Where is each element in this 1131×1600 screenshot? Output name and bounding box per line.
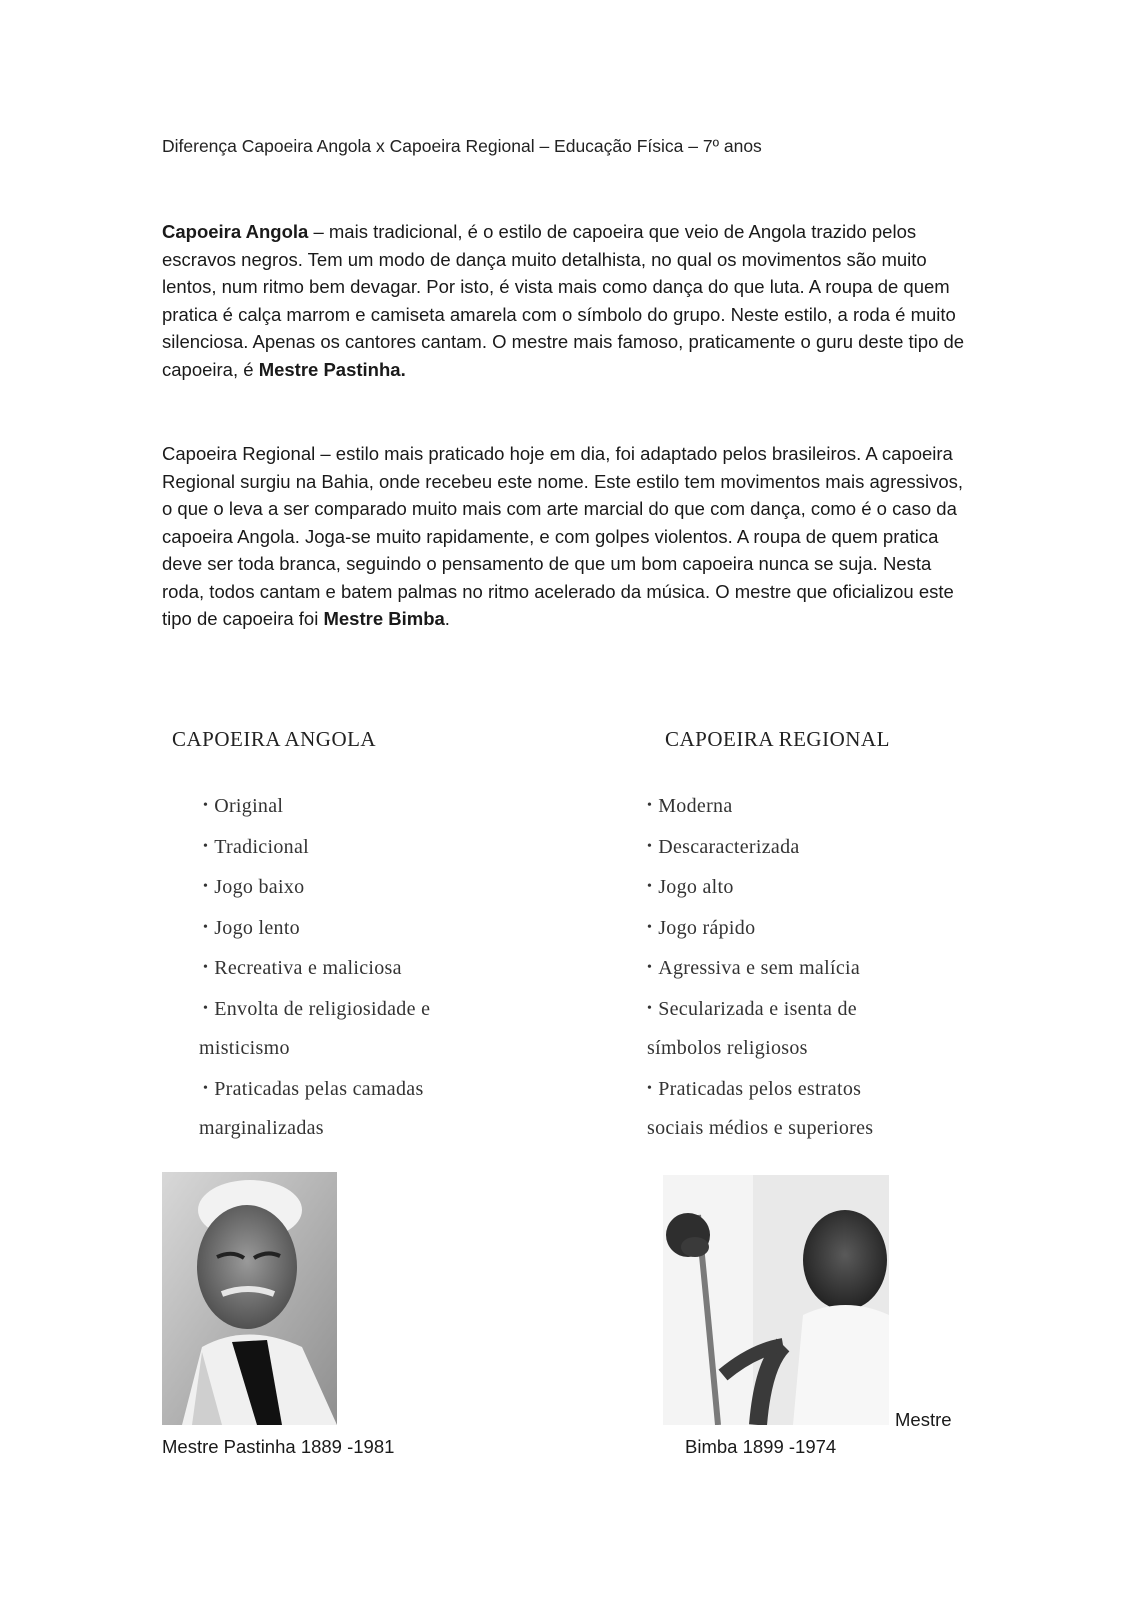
list-item-text: Jogo lento	[214, 916, 300, 939]
bullet-icon: •	[203, 838, 209, 854]
mestre-bimba-photo	[663, 1175, 889, 1425]
list-item-text: Envolta de religiosidade e	[214, 997, 431, 1020]
portrait-image	[663, 1175, 889, 1425]
bullet-icon: •	[647, 960, 653, 975]
list-item	[647, 867, 873, 908]
list-item	[647, 827, 873, 868]
bullet-icon: •	[203, 1000, 209, 1016]
bullet-icon: •	[647, 838, 653, 854]
list-item	[203, 786, 430, 827]
list-item-continuation	[647, 1109, 873, 1149]
list-item-text: sociais médios e superiores	[647, 1117, 874, 1139]
bullet-icon: •	[203, 919, 209, 935]
portrait-image	[162, 1172, 337, 1425]
capoeira-angola-paragraph	[162, 218, 972, 383]
list-item-text: Descaracterizada	[658, 835, 800, 858]
list-item	[203, 989, 430, 1030]
bullet-icon: •	[203, 1080, 209, 1096]
list-item-text: marginalizadas	[199, 1117, 324, 1139]
list-item	[203, 1069, 430, 1110]
list-item	[203, 827, 430, 868]
bullet-icon: •	[647, 919, 653, 935]
regional-master: Mestre Bimba	[323, 608, 445, 629]
bullet-icon: •	[647, 798, 653, 813]
list-item-text: Jogo alto	[658, 876, 734, 898]
list-item-text: Moderna	[658, 795, 733, 817]
list-item-text: Secularizada e isenta de	[658, 997, 857, 1020]
list-item	[203, 867, 430, 908]
list-item-text: Praticadas pelas camadas	[214, 1077, 424, 1100]
list-item	[647, 948, 873, 989]
list-item-text: Jogo rápido	[658, 916, 756, 939]
bullet-icon: •	[203, 798, 209, 813]
mestre-pastinha-photo	[162, 1172, 337, 1425]
pastinha-caption: Mestre Pastinha 1889 -1981	[162, 1436, 395, 1457]
regional-list	[647, 786, 873, 1149]
list-item-text: Jogo baixo	[214, 876, 305, 898]
bullet-icon: •	[647, 879, 653, 894]
angola-lead: Capoeira Angola	[162, 221, 309, 242]
list-item	[647, 786, 873, 827]
list-item	[647, 1069, 873, 1110]
angola-list	[199, 786, 431, 1149]
bimba-caption-line2: Bimba 1899 -1974	[685, 1436, 837, 1457]
capoeira-regional-paragraph	[162, 440, 972, 633]
bullet-icon: •	[203, 879, 209, 894]
list-item-text: Recreativa e maliciosa	[214, 957, 402, 979]
list-item-text: Agressiva e sem malícia	[658, 957, 861, 979]
list-item-text: misticismo	[199, 1037, 290, 1059]
list-item-text: Tradicional	[214, 835, 309, 858]
list-item	[647, 908, 873, 949]
list-item-text: Praticadas pelos estratos	[658, 1077, 862, 1100]
angola-master: Mestre Pastinha.	[258, 358, 406, 380]
list-item	[203, 948, 430, 989]
list-item-continuation	[647, 1029, 873, 1069]
regional-heading: CAPOEIRA REGIONAL	[665, 727, 890, 751]
list-item-text: Original	[214, 795, 284, 817]
list-item-continuation	[199, 1109, 430, 1149]
regional-body: Capoeira Regional – estilo mais praticado hoje em dia, foi adaptado pelos brasileiros. A capoeira Regional surgiu na Bahia, onde recebeu este nome. Este estilo tem movimentos mais agressivos, o que o leva a ser comparado muito mais com arte marcial do que com dança, como é o caso da capoeira Angola. Joga-se muito rapidamente, e com golpes violentos. A roupa de quem pratica deve ser toda branca, seguindo o pensamento de que um bom capoeira nunca se suja. Nesta roda, todos cantam e batem palmas no ritmo acelerado da música. O mestre que oficializou este tipo de capoeira foi	[162, 443, 964, 629]
list-item-text: símbolos religiosos	[647, 1037, 808, 1059]
document-title: Diferença Capoeira Angola x Capoeira Regional – Educação Física – 7º anos	[162, 136, 762, 156]
bullet-icon: •	[647, 1000, 653, 1016]
list-item	[647, 989, 873, 1030]
bullet-icon: •	[203, 960, 209, 975]
list-item	[203, 908, 430, 949]
angola-body: – mais tradicional, é o estilo de capoeira que veio de Angola trazido pelos escravos negros. Tem um modo de dança muito detalhista, no qual os movimentos são muito lentos, num ritmo bem devagar. Por isto, é vista mais como dança do que luta. A roupa de quem pratica é calça marrom e camiseta amarela com o símbolo do grupo. Neste estilo, a roda é muito silenciosa. Apenas os cantores cantam. O mestre mais famoso, praticamente o guru deste tipo de capoeira, é	[162, 221, 965, 380]
angola-heading: CAPOEIRA ANGOLA	[172, 727, 377, 751]
regional-end: .	[444, 608, 450, 629]
list-item-continuation	[199, 1029, 430, 1069]
bullet-icon: •	[647, 1080, 653, 1096]
bimba-caption-line1: Mestre	[895, 1409, 952, 1430]
